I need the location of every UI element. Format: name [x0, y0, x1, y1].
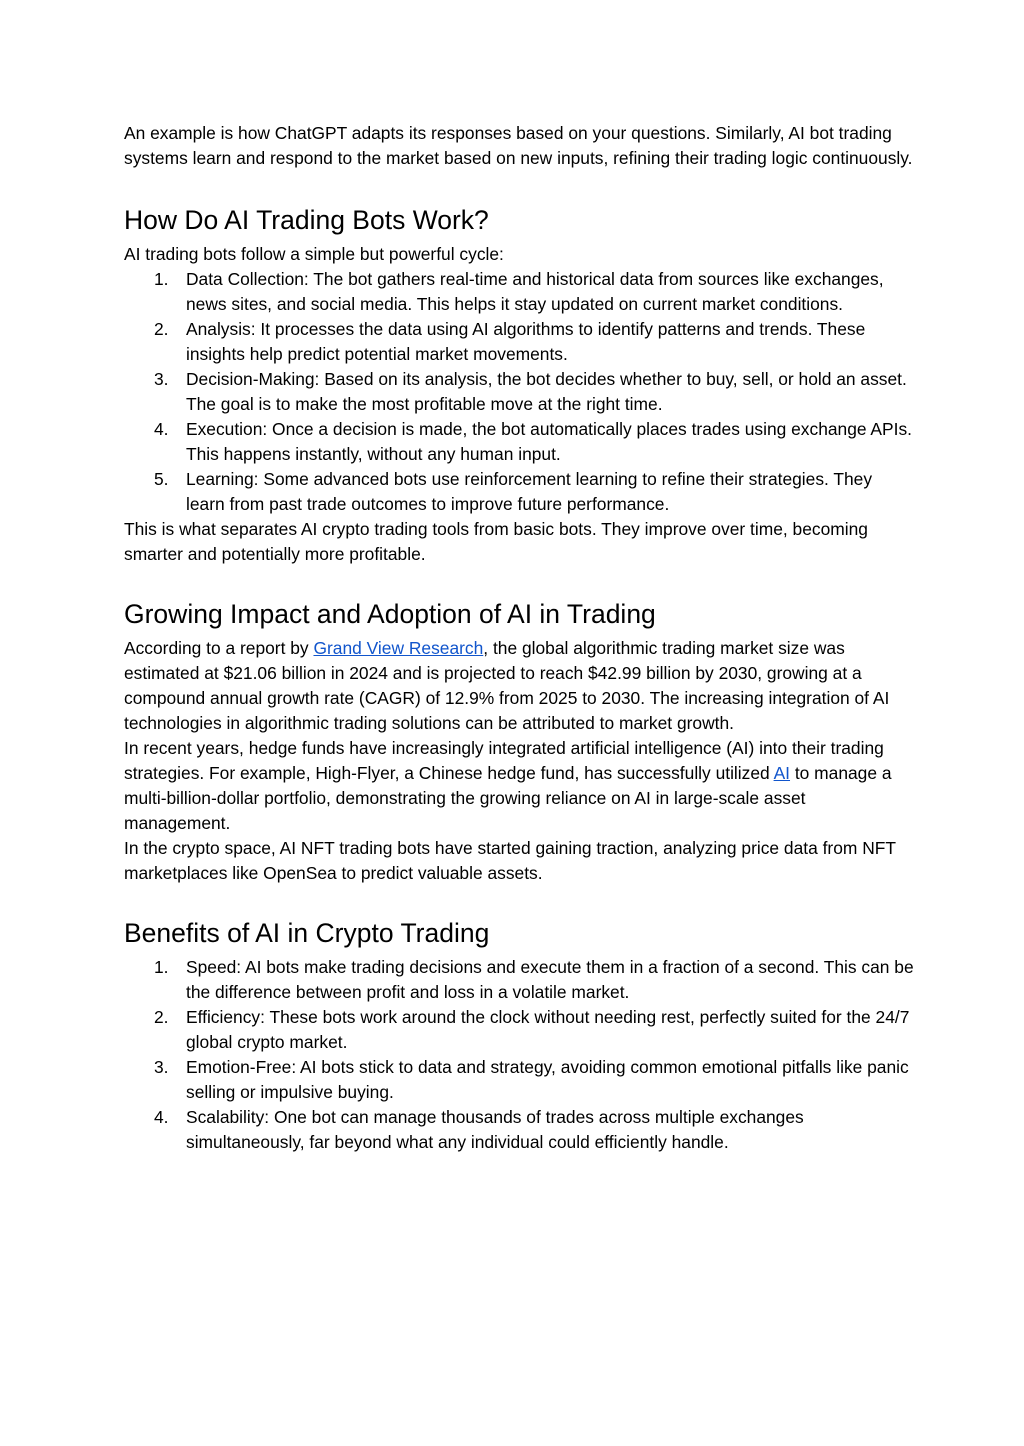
growing-paragraph-hedge-funds [124, 736, 914, 836]
growing-paragraph-report [124, 636, 914, 736]
list-item [124, 467, 914, 517]
list-item [124, 417, 914, 467]
heading-growing-impact: Growing Impact and Adoption of AI in Trading [124, 599, 656, 629]
list-number: 4. [154, 419, 169, 439]
list-number: 1. [154, 957, 169, 977]
list-item-text: Execution: Once a decision is made, the bot automatically places trades using exchange APIs. This happens instantly, without any human input. [186, 419, 912, 464]
list-item [124, 1105, 914, 1155]
heading-how-bots-work: How Do AI Trading Bots Work? [124, 205, 489, 235]
list-item-text: Data Collection: The bot gathers real-time and historical data from sources like exchanges, news sites, and social media. This helps it stay updated on current market conditions. [186, 269, 884, 314]
list-item-text: Learning: Some advanced bots use reinforcement learning to refine their strategies. They learn from past trade outcomes to improve future performance. [186, 469, 873, 514]
list-number: 3. [154, 1057, 169, 1077]
growing-p2-after: to manage a multi-billion-dollar portfolio, demonstrating the growing reliance on AI in large-scale asset management. [124, 763, 892, 833]
growing-paragraph-nft: In the crypto space, AI NFT trading bots have started gaining traction, analyzing price data from NFT marketplaces like OpenSea to predict valuable assets. [124, 838, 896, 883]
how-closing-paragraph: This is what separates AI crypto trading tools from basic bots. They improve over time, becoming smarter and potentially more profitable. [124, 519, 868, 564]
growing-p2-before: In recent years, hedge funds have increasingly integrated artificial intelligence (AI) into their trading strategies. For example, High-Flyer, a Chinese hedge fund, has successfully utilized [124, 738, 884, 783]
list-number: 4. [154, 1107, 169, 1127]
list-number: 1. [154, 269, 169, 289]
intro-paragraph: An example is how ChatGPT adapts its responses based on your questions. Similarly, AI bot trading systems learn and respond to the market based on new inputs, refining their trading logic continuously. [124, 123, 913, 168]
list-item [124, 267, 914, 317]
list-item-text: Efficiency: These bots work around the clock without needing rest, perfectly suited for the 24/7 global crypto market. [186, 1007, 910, 1052]
list-item [124, 367, 914, 417]
list-number: 2. [154, 319, 169, 339]
list-number: 2. [154, 1007, 169, 1027]
list-item-text: Decision-Making: Based on its analysis, the bot decides whether to buy, sell, or hold an asset. The goal is to make the most profitable move at the right time. [186, 369, 907, 414]
list-item-text: Scalability: One bot can manage thousands of trades across multiple exchanges simultaneously, far beyond what any individual could efficiently handle. [186, 1107, 804, 1152]
growing-p1-before: According to a report by [124, 638, 314, 658]
grand-view-research-link[interactable]: Grand View Research [313, 638, 484, 658]
list-item [124, 317, 914, 367]
benefits-list [124, 955, 914, 1155]
ai-link[interactable]: AI [773, 763, 791, 783]
growing-p1-after: , the global algorithmic trading market size was estimated at $21.06 billion in 2024 and is projected to reach $42.99 billion by 2030, growing at a compound annual growth rate (CAGR) of 12.9% from 2025 to 2030. The increasing integration of AI technologies in algorithmic trading solutions can be attributed to market growth. [124, 638, 890, 733]
list-item-text: Analysis: It processes the data using AI algorithms to identify patterns and trends. These insights help predict potential market movements. [186, 319, 866, 364]
list-item [124, 955, 914, 1005]
document-page [124, 121, 914, 1155]
list-number: 3. [154, 369, 169, 389]
heading-benefits: Benefits of AI in Crypto Trading [124, 918, 490, 948]
list-item-text: Speed: AI bots make trading decisions and execute them in a fraction of a second. This can be the difference between profit and loss in a volatile market. [186, 957, 914, 1002]
how-steps-list [124, 267, 914, 517]
list-item [124, 1005, 914, 1055]
list-item-text: Emotion-Free: AI bots stick to data and strategy, avoiding common emotional pitfalls like panic selling or impulsive buying. [186, 1057, 909, 1102]
list-number: 5. [154, 469, 169, 489]
list-item [124, 1055, 914, 1105]
how-lead-paragraph: AI trading bots follow a simple but powerful cycle: [124, 244, 504, 264]
